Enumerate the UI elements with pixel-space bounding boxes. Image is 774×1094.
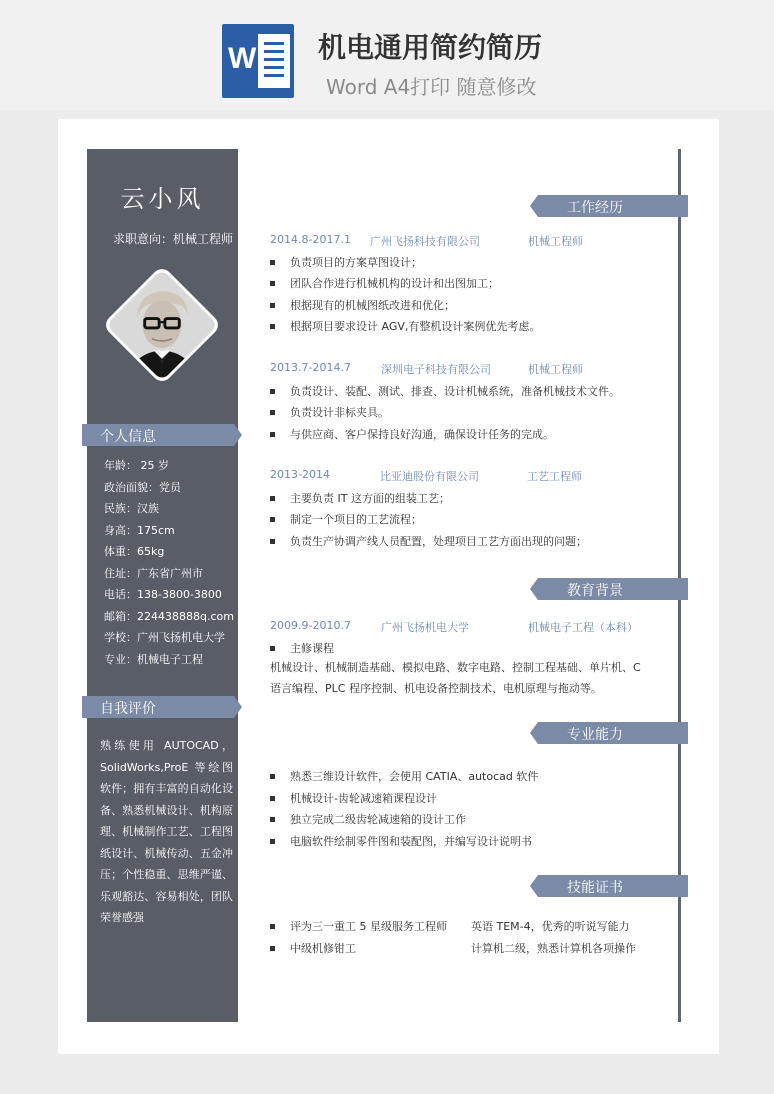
list-item: 电脑软件绘制零件图和装配图，并编写设计说明书 [270, 833, 532, 849]
job-role: 工艺工程师 [527, 470, 582, 483]
personal-info-tag [82, 424, 234, 446]
course-label: 主修课程 [270, 640, 334, 656]
list-item: 负责项目的方案草图设计； [270, 254, 422, 270]
info-school: 学校：广州飞扬机电大学 [104, 631, 225, 644]
skills-section-title: 专业能力 [567, 727, 623, 743]
education-section-tag [538, 578, 680, 600]
info-email: 邮箱：224438888q.com [104, 610, 234, 623]
job-company: 广州飞扬科技有限公司 [370, 235, 480, 248]
candidate-name: 云小风 [120, 185, 205, 213]
self-eval-title: 自我评价 [100, 701, 156, 717]
list-item: 与供应商、客户保持良好沟通，确保设计任务的完成。 [270, 426, 554, 442]
cert-right: 计算机二级，熟悉计算机各项操作 [471, 942, 636, 955]
info-weight: 体重：65kg [104, 545, 165, 558]
list-item: 根据现有的机械图纸改进和优化； [270, 297, 455, 313]
work-section-title: 工作经历 [567, 200, 623, 216]
word-page-shape [258, 34, 290, 88]
work-section-tag [538, 195, 680, 217]
list-item: 负责设计、装配、测试、排查、设计机械系统，准备机械技术文件。 [270, 383, 620, 399]
self-eval-tag [82, 696, 234, 718]
certs-section-title: 技能证书 [567, 880, 623, 896]
list-item: 中级机修钳工 [270, 940, 356, 956]
job-company: 比亚迪股份有限公司 [380, 470, 479, 483]
list-item: 机械设计-齿轮减速箱课程设计 [270, 790, 437, 806]
job-intent: 求职意向：机械工程师 [113, 232, 234, 246]
header-banner [0, 0, 774, 110]
edu-major: 机械电子工程（本科） [528, 621, 638, 634]
list-item: 主要负责 IT 这方面的组装工艺； [270, 490, 450, 506]
list-item: 根据项目要求设计 AGV,有整机设计案例优先考虑。 [270, 318, 540, 334]
list-item: 负责生产协调产线人员配置，处理项目工艺方面出现的问题； [270, 533, 587, 549]
info-height: 身高：175cm [104, 524, 175, 537]
banner-subtitle: Word A4打印 随意修改 [326, 75, 537, 99]
banner-title: 机电通用简约简历 [318, 31, 543, 64]
info-major: 专业：机械电子工程 [104, 653, 203, 666]
job-company: 深圳电子科技有限公司 [381, 363, 491, 376]
info-political: 政治面貌：党员 [104, 481, 181, 494]
list-item: 评为三一重工 5 星级服务工程师 [270, 918, 447, 934]
list-item: 独立完成二级齿轮减速箱的设计工作 [270, 811, 466, 827]
job-role: 机械工程师 [528, 363, 583, 376]
list-item: 团队合作进行机械机构的设计和出图加工； [270, 275, 499, 291]
avatar [102, 265, 222, 385]
self-eval-text: 熟练使用 AUTOCAD，SolidWorks,ProE 等绘图软件；拥有丰富的自动化设备、熟悉机械设计、机构原理、机械制作工艺、工程图纸设计、机械传动、五金冲压；个性稳重、思维严谨、乐观豁达、容易相处，团队荣誉感强 [100, 739, 233, 924]
portrait-image [106, 272, 218, 381]
job-date: 2014.8-2017.1 [270, 233, 351, 246]
education-section-title: 教育背景 [567, 583, 623, 599]
info-ethnicity: 民族：汉族 [104, 502, 159, 515]
course-list: 机械设计、机械制造基础、模拟电路、数字电路、控制工程基础、单片机、C 语言编程、PLC 程序控制、机电设备控制技术、电机原理与拖动等。 [270, 661, 641, 695]
job-role: 机械工程师 [528, 235, 583, 248]
list-item: 熟悉三维设计软件，会使用 CATIA、autocad 软件 [270, 768, 538, 784]
info-age: 年龄： 25 岁 [104, 459, 169, 472]
cert-right: 英语 TEM-4，优秀的听说写能力 [471, 920, 630, 933]
info-address: 住址：广东省广州市 [104, 567, 203, 580]
certs-section-tag [538, 875, 680, 897]
list-item: 制定一个项目的工艺流程； [270, 511, 422, 527]
edu-school: 广州飞扬机电大学 [381, 621, 469, 634]
edu-date: 2009.9-2010.7 [270, 619, 351, 632]
info-phone: 电话：138-3800-3800 [104, 588, 222, 601]
list-item: 负责设计非标夹具。 [270, 404, 389, 420]
skills-section-tag [538, 722, 680, 744]
job-date: 2013-2014 [270, 468, 330, 481]
personal-info-title: 个人信息 [100, 429, 156, 445]
job-date: 2013.7-2014.7 [270, 361, 351, 374]
word-icon-letter: W [228, 42, 257, 75]
word-icon [222, 24, 294, 98]
